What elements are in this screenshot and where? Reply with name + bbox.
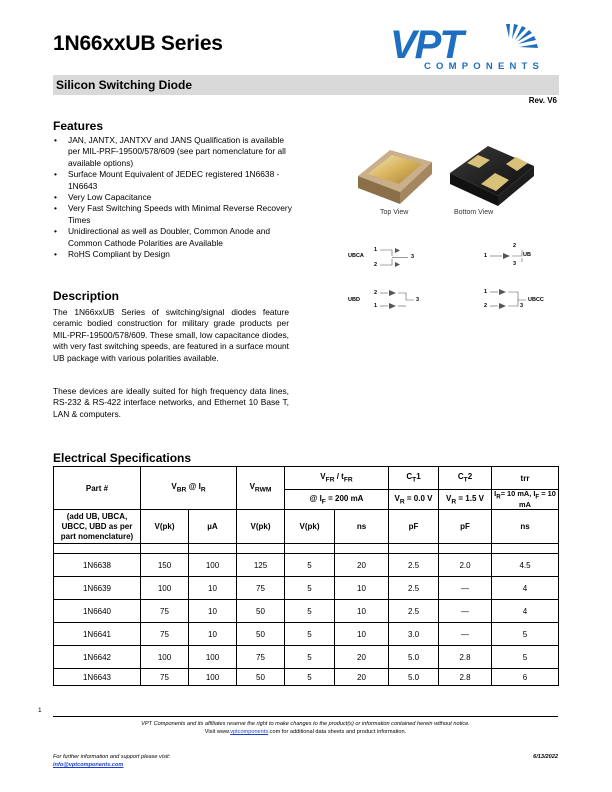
feature-item: • JAN, JANTX, JANTXV and JANS Qualification is available per MIL-PRF-19500/578/609 (see part nomenclature for all available options): [53, 135, 293, 169]
ct2-header: $C_T2$: [439, 467, 492, 490]
cond-trr: $I_R= 10$ mA, $I_F = 10$ mA: [492, 490, 559, 510]
cond-if: @ $I_F = 200$ mA: [285, 490, 389, 510]
pin-label: 2: [484, 303, 488, 309]
vpt-logo: [388, 22, 554, 72]
logo-subtext: COMPONENTS: [424, 61, 545, 72]
ct1-header: $C_T1$: [389, 467, 439, 490]
cond-vr15: $V_R = 1.5$ V: [439, 490, 492, 510]
table-row: 1N6643 75 100 50 5 20 5.0 2.8 6: [54, 669, 559, 686]
pin-label: 3: [513, 261, 517, 267]
footer-disclaimer: VPT Components and its affiliates reserve the right to make changes to the product(s) or information contained herein without notice.: [141, 721, 470, 727]
pin-label: 1: [374, 247, 378, 253]
unit-cell: V(pk): [237, 510, 285, 544]
unit-cell: V(pk): [141, 510, 189, 544]
logo-sunburst: [506, 24, 538, 48]
part-header: Part #: [54, 467, 141, 510]
logo-letters: VPT: [390, 23, 462, 67]
unit-cell: µA: [189, 510, 237, 544]
diagram-label: UBCA: [348, 253, 364, 259]
pin-label: 1: [374, 303, 378, 309]
table-row: 1N6641 75 10 50 5 10 3.0 — 5: [54, 623, 559, 646]
vrwm-header: $V_{RWM}$: [237, 467, 285, 510]
vbr-header: $V_{BR}$ @ $I_R$: [141, 467, 237, 510]
features-heading: Features: [53, 119, 104, 133]
pin-label: 1: [484, 289, 488, 295]
part-note: (add UB, UBCA, UBCC, UBD as per part nomenclature): [54, 510, 141, 544]
footer-info: For further information and support please visit:: [53, 754, 171, 760]
description-heading: Description: [53, 289, 120, 303]
feature-item: • Surface Mount Equivalent of JEDEC registered 1N6638 - 1N6643: [53, 169, 293, 192]
cond-vr0: $V_R = 0.0$ V: [389, 490, 439, 510]
top-view-caption: Top View: [380, 209, 409, 216]
website-link[interactable]: vptcomponents: [230, 729, 269, 735]
pin-label: 3: [416, 297, 420, 303]
unit-cell: pF: [389, 510, 439, 544]
vfr-header: $V_{FR} / t_{FR}$: [285, 467, 389, 490]
table-row: 1N6640 75 10 50 5 10 2.5 — 4: [54, 600, 559, 623]
unit-cell: pF: [439, 510, 492, 544]
specs-heading: Electrical Specifications: [53, 451, 192, 465]
pin-label: 1: [484, 253, 488, 259]
unit-cell: ns: [335, 510, 389, 544]
pin-label: 2: [513, 243, 517, 249]
footer-date: 6/13/2022: [533, 754, 558, 760]
bottom-view-image: [450, 146, 534, 206]
table-row: 1N6642 100 100 75 5 20 5.0 2.8 5: [54, 646, 559, 669]
subtitle: Silicon Switching Diode: [56, 78, 193, 92]
email-link[interactable]: info@vptcomponents.com: [53, 762, 124, 768]
pin-label: 2: [374, 290, 378, 296]
table-row: 1N6638 150 100 125 5 20 2.5 2.0 4.5: [54, 554, 559, 577]
page-title: 1N66xxUB Series: [53, 32, 223, 55]
table-row: 1N6639 100 10 75 5 10 2.5 — 4: [54, 577, 559, 600]
footer-visit: Visit www.vptcomponents.com for additional data sheets and product information.: [204, 729, 407, 735]
feature-item: • RoHS Compliant by Design: [53, 249, 293, 260]
feature-item: • Very Fast Switching Speeds with Minimal Reverse Recovery Times: [53, 203, 293, 226]
page-number: 1: [38, 707, 42, 714]
diagram-label: UB: [523, 252, 531, 258]
pin-label: 3: [520, 303, 524, 309]
polarity-diagrams: [340, 240, 555, 315]
trr-header: trr: [492, 467, 559, 490]
diagram-label: UBCC: [528, 297, 544, 303]
description-paragraph: The 1N66xxUB Series of switching/signal diodes feature ceramic bodied construction for military grade products per MIL-PRF-19500/578/609. These small, low capacitance diodes, with very fast switching speeds, are featured in a surface mount UB package with various polarities available.: [53, 307, 290, 363]
specs-table: [53, 466, 559, 686]
pin-label: 2: [374, 262, 378, 268]
footer-divider: [53, 716, 558, 717]
feature-item: • Unidirectional as well as Doubler, Common Anode and Common Cathode Polarities are Available: [53, 226, 293, 249]
diagram-label: UBD: [348, 297, 360, 303]
top-view-image: [358, 150, 432, 204]
pin-label: 3: [411, 254, 415, 260]
unit-cell: ns: [492, 510, 559, 544]
feature-item: • Very Low Capacitance: [53, 192, 293, 203]
description-paragraph: These devices are ideally suited for high frequency data lines, RS-232 & RS-422 interface networks, and Ethernet 10 Base T, LAN & computers.: [53, 386, 289, 419]
bottom-view-caption: Bottom View: [454, 209, 494, 216]
features-list: [53, 135, 293, 260]
unit-cell: V(pk): [285, 510, 335, 544]
revision-label: Rev. V6: [528, 96, 557, 105]
